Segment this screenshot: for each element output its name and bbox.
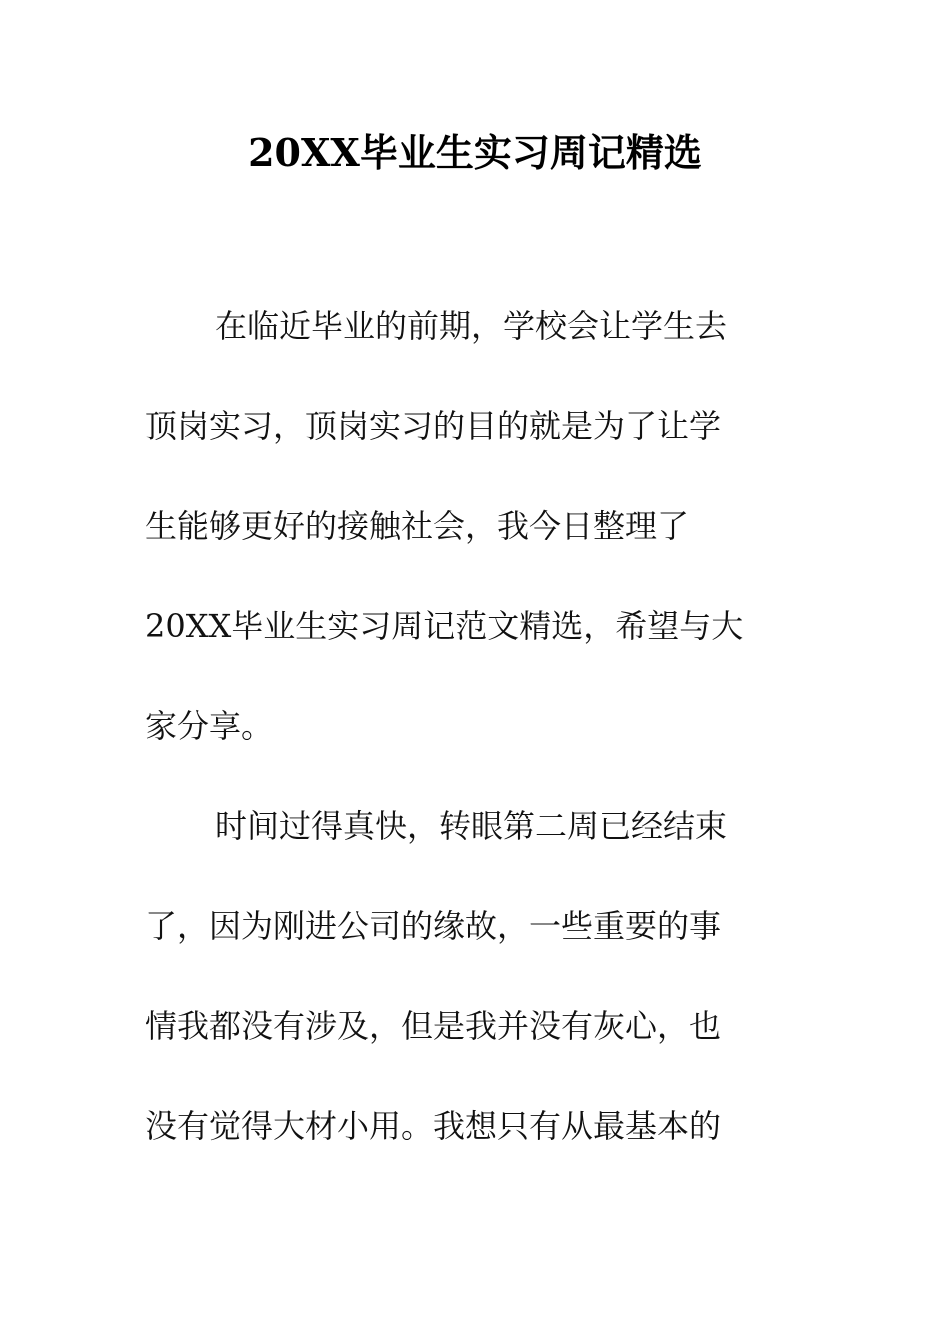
paragraph-line: 在临近毕业的前期，学校会让学生去	[215, 307, 728, 345]
paragraph-line: 20XX毕业生实习周记范文精选，希望与大	[145, 607, 744, 645]
paragraph-line: 顶岗实习，顶岗实习的目的就是为了让学	[145, 407, 722, 445]
paragraph-line: 没有觉得大材小用。我想只有从最基本的	[145, 1107, 722, 1145]
paragraph-line: 时间过得真快，转眼第二周已经结束	[215, 807, 728, 845]
document-title: 20XX毕业生实习周记精选	[248, 130, 702, 175]
paragraph-line: 生能够更好的接触社会，我今日整理了	[145, 507, 690, 545]
paragraph-line: 了，因为刚进公司的缘故，一些重要的事	[145, 907, 722, 945]
paragraph-line: 家分享。	[145, 707, 274, 745]
paragraph-line: 情我都没有涉及，但是我并没有灰心，也	[145, 1007, 722, 1045]
